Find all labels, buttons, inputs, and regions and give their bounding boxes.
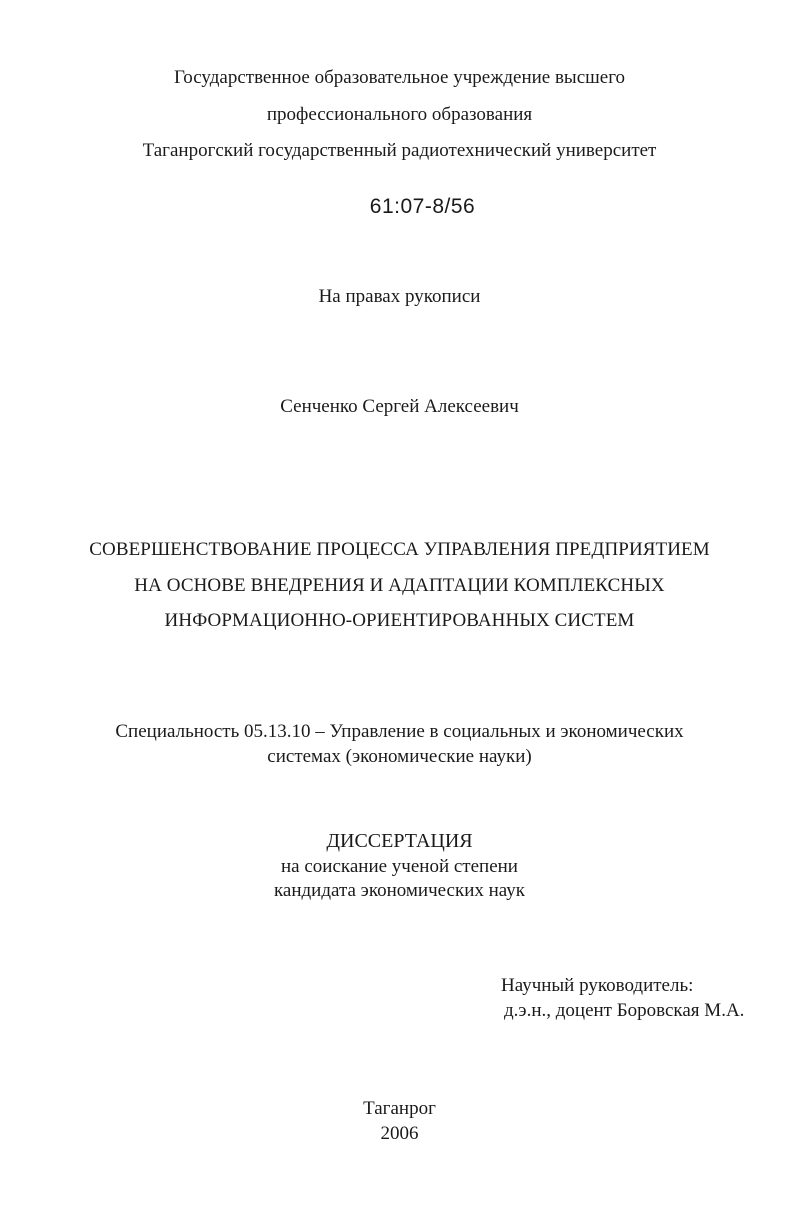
dissertation-title-line-1: СОВЕРШЕНСТВОВАНИЕ ПРОЦЕССА УПРАВЛЕНИЯ ПРЕДПРИЯТИЕМ	[89, 539, 710, 560]
author-name: Сенченко Сергей Алексеевич	[280, 396, 519, 417]
rights-note: На правах рукописи	[318, 286, 481, 307]
institution-line-3: Таганрогский государственный радиотехнический университет	[142, 140, 657, 161]
supervisor-label: Научный руководитель:	[501, 975, 694, 996]
dissertation-title-line-3: ИНФОРМАЦИОННО-ОРИЕНТИРОВАННЫХ СИСТЕМ	[164, 610, 635, 631]
footer-city: Таганрог	[363, 1098, 436, 1119]
institution-line-2: профессионального образования	[266, 104, 533, 125]
dissertation-heading: ДИССЕРТАЦИЯ	[326, 830, 473, 852]
institution-line-1: Государственное образовательное учреждение высшего	[173, 67, 626, 88]
footer-year: 2006	[380, 1123, 419, 1144]
degree-line-2: кандидата экономических наук	[273, 880, 526, 901]
catalog-code: 61:07-8/56	[369, 195, 476, 218]
supervisor-name: д.э.н., доцент Боровская М.А.	[504, 1000, 745, 1021]
degree-line-1: на соискание ученой степени	[281, 856, 518, 877]
specialty-line-1: Специальность 05.13.10 – Управление в социальных и экономических	[115, 721, 684, 742]
specialty-line-2: системах (экономические науки)	[267, 746, 532, 767]
dissertation-title-line-2: НА ОСНОВЕ ВНЕДРЕНИЯ И АДАПТАЦИИ КОМПЛЕКСНЫХ	[134, 575, 665, 596]
